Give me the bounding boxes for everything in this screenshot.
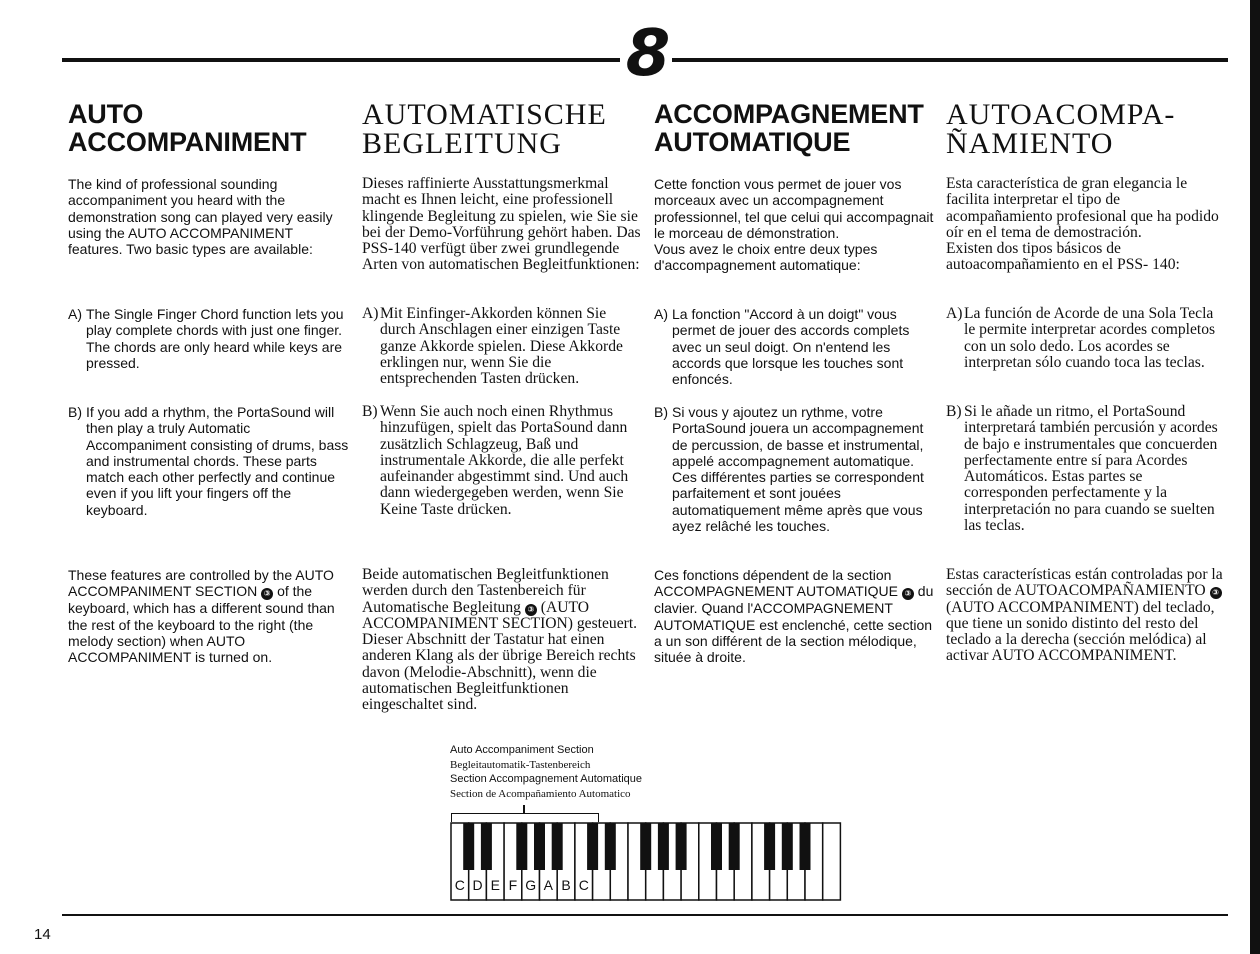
item-label: A) <box>362 305 379 322</box>
keyboard-illustration <box>450 822 850 902</box>
caption-line: Section de Acompañamiento Automatico <box>450 787 631 800</box>
item-label: B) <box>68 404 82 420</box>
column-english <box>68 99 350 666</box>
key-name-label: C <box>454 877 465 893</box>
item-text: Si le añade un ritmo, el PortaSound interpretará también percusión y acordes de bajo e instrumentales que concuerden perfectamente entre sí para Acordes Automáticos. Estas partes se corresponden perfectamente y la interpretación no para cuando se suelten las teclas. <box>964 403 1218 535</box>
closing-text: Ces fonctions dépendent de la section ACCOMPAGNEMENT AUTOMATIQUE <box>654 567 898 600</box>
item-text: Wenn Sie auch noch einen Rhythmus hinzufügen, spielt das PortaSound dann zusätzlich Schlagzeug, Baß und instrumentale Akkorde, die alle perfekt aufeinander abgestimmt sind. Und auch dann wiedergegeben werden, wenn Sie Keine Taste drücken. <box>380 403 629 518</box>
list-item-b <box>946 404 1228 534</box>
item-text: La fonction "Accord à un doigt" vous permet de jouer des accords complets avec un seul doigt. On n'entend les accords que lorsque les touches sont enfoncés. <box>672 306 910 388</box>
black-key <box>552 823 563 870</box>
black-key <box>516 823 527 870</box>
black-key <box>764 823 775 870</box>
intro-paragraph <box>946 176 1228 274</box>
key-name-label: A <box>543 877 554 893</box>
list-item-a <box>946 306 1228 371</box>
item-label: A) <box>946 305 963 322</box>
key-name-label: G <box>525 877 537 893</box>
black-key <box>640 823 651 870</box>
list-item-b <box>68 404 350 518</box>
section-marker-icon: ③ <box>261 588 273 600</box>
item-text: Si vous y ajoutez un rythme, votre PortaSound jouera un accompagnement de percussion, de basse et instrumental, appelé accompagnement automatique. Ces différentes parties se correspondent parfaitement et sont jouées automatiquement même après que vous ayez relâché les touches. <box>672 404 924 535</box>
closing-text: (AUTO ACCOMPANIMENT) del teclado, que tiene un sonido distinto del resto del teclado a la derecha (sección melódica) al activar AUTO ACCOMPANIMENT. <box>946 598 1215 665</box>
intro-paragraph: Dieses raffinierte Ausstattungsmerkmal macht es Ihnen leicht, eine professionell klingende Begleitung zu spielen, wie Sie sie bei der Demo-Vorführung gehört haben. Das PSS-140 verfügt über zwei grundlegende Arten von automatischen Begleitfunktionen: <box>362 175 641 274</box>
intro-text: Esta característica de gran elegancia le facilita interpretar el tipo de acompañamiento profesional que ha podido oír en el tema de demostración. <box>946 175 1219 241</box>
heading-line: AUTOMATIQUE <box>654 127 851 157</box>
item-label: B) <box>362 403 378 420</box>
black-key <box>676 823 687 870</box>
item-text: The Single Finger Chord function lets you play complete chords with just one finger. The chords are only heard while keys are pressed. <box>86 306 344 371</box>
closing-text: du clavier. Quand l'ACCOMPAGNEMENT AUTOMATIQUE est enclenché, cette section a un son différent de la section mélodique, située à droite. <box>654 583 934 666</box>
intro-text: Existen dos tipos básicos de autoacompañamiento en el PSS- 140: <box>946 240 1180 274</box>
closing-paragraph <box>654 567 936 665</box>
key-name-label: F <box>508 877 518 893</box>
chapter-number: 8 <box>625 17 671 91</box>
heading-line: BEGLEITUNG <box>362 127 562 160</box>
closing-text: These features are controlled by the AUTO ACCOMPANIMENT SECTION <box>68 567 334 600</box>
closing-text: (AUTO ACCOMPANIMENT SECTION) gesteuert. Dieser Abschnitt der Tastatur hat einen anderen Klang als der übrige Bereich rechts davon (Melodie-Abschnitt), wenn die automatischen Begleitfunktionen eingeschaltet sind. <box>362 598 638 714</box>
white-key <box>823 823 841 900</box>
column-french <box>654 99 936 666</box>
intro-text: Cette fonction vous permet de jouer vos morceaux avec un accompagnement professionnel, tel que celui qui accompagnait le morceau de démonstration. <box>654 176 934 241</box>
item-text: If you add a rhythm, the PortaSound will then play a truly Automatic Accompaniment consisting of drums, bass and instrumental chords. These parts match each other perfectly and continue even if you lift your fingers off the keyboard. <box>86 404 349 518</box>
item-text: Mit Einfinger-Akkorden können Sie durch Anschlagen einer einzigen Taste ganze Akkorde spielen. Diese Akkorde erklingen nur, wenn Sie die entsprechenden Tasten drücken. <box>380 305 623 388</box>
closing-paragraph <box>68 567 350 665</box>
item-label: B) <box>946 403 962 420</box>
section-marker-icon: ③ <box>1210 587 1222 599</box>
heading-line: ACCOMPAGNEMENT <box>654 99 924 129</box>
closing-text: Beide automatischen Begleitfunktionen werden durch den Tastenbereich für Automatische Begleitung <box>362 566 609 616</box>
black-key <box>729 823 740 870</box>
caption-line: Section Accompagnement Automatique <box>450 773 643 785</box>
black-key <box>534 823 545 870</box>
page-number: 14 <box>34 926 51 943</box>
heading-line: ACCOMPANIMENT <box>68 127 307 157</box>
heading-line: AUTOMATISCHE <box>362 98 607 131</box>
black-key <box>605 823 616 870</box>
heading-french <box>654 100 936 156</box>
heading-english <box>68 100 350 156</box>
bottom-rule <box>62 914 1228 916</box>
list-item-a <box>68 306 350 371</box>
intro-paragraph: The kind of professional sounding accompaniment you heard with the demonstration song can played very easily using the AUTO ACCOMPANIMENT features. Two basic types are available: <box>68 176 333 258</box>
closing-paragraph <box>946 567 1228 665</box>
caption-line: Auto Accompaniment Section <box>450 744 594 756</box>
black-key <box>711 823 722 870</box>
top-rule-left <box>62 58 620 62</box>
heading-line: ÑAMIENTO <box>946 127 1114 160</box>
key-name-label: E <box>490 877 500 893</box>
intro-text: Vous avez le choix entre deux types d'accompagnement automatique: <box>654 241 878 274</box>
heading-spanish <box>946 100 1228 158</box>
list-item-a <box>654 306 936 387</box>
column-german <box>362 98 644 714</box>
item-label: A) <box>654 306 668 322</box>
heading-german <box>362 100 644 158</box>
black-key <box>463 823 474 870</box>
heading-line: AUTO <box>68 99 144 129</box>
key-name-label: D <box>472 877 483 893</box>
section-marker-icon: ③ <box>525 604 537 616</box>
caption-line: Begleitautomatik-Tastenbereich <box>450 758 591 771</box>
closing-text: Estas características están controladas por la sección de AUTOACOMPAÑAMIENTO <box>946 566 1223 600</box>
intro-paragraph <box>654 176 936 274</box>
list-item-b <box>362 404 644 518</box>
page-edge-bar <box>1250 0 1260 954</box>
keyboard-caption <box>450 743 642 801</box>
column-spanish <box>946 98 1228 665</box>
black-key <box>658 823 669 870</box>
item-label: A) <box>68 306 82 322</box>
item-label: B) <box>654 404 668 420</box>
black-key <box>800 823 811 870</box>
section-bracket <box>451 813 599 822</box>
key-name-label: C <box>578 877 589 893</box>
black-key <box>481 823 492 870</box>
item-text: La función de Acorde de una Sola Tecla le permite interpretar acordes completos con un solo dedo. Los acordes se interpretan sólo cuando toca las teclas. <box>964 305 1216 371</box>
black-key <box>782 823 793 870</box>
list-item-a <box>362 306 644 387</box>
list-item-b <box>654 404 936 534</box>
black-key <box>587 823 598 870</box>
key-name-label: B <box>561 877 571 893</box>
closing-paragraph <box>362 567 644 714</box>
closing-text: of the keyboard, which has a different sound than the rest of the keyboard to the right (the melody section) when AUTO ACCOMPANIMENT is turned on. <box>68 583 335 666</box>
section-marker-icon: ③ <box>902 588 914 600</box>
top-rule-right <box>672 58 1228 62</box>
heading-line: AUTOACOMPA- <box>946 98 1176 131</box>
